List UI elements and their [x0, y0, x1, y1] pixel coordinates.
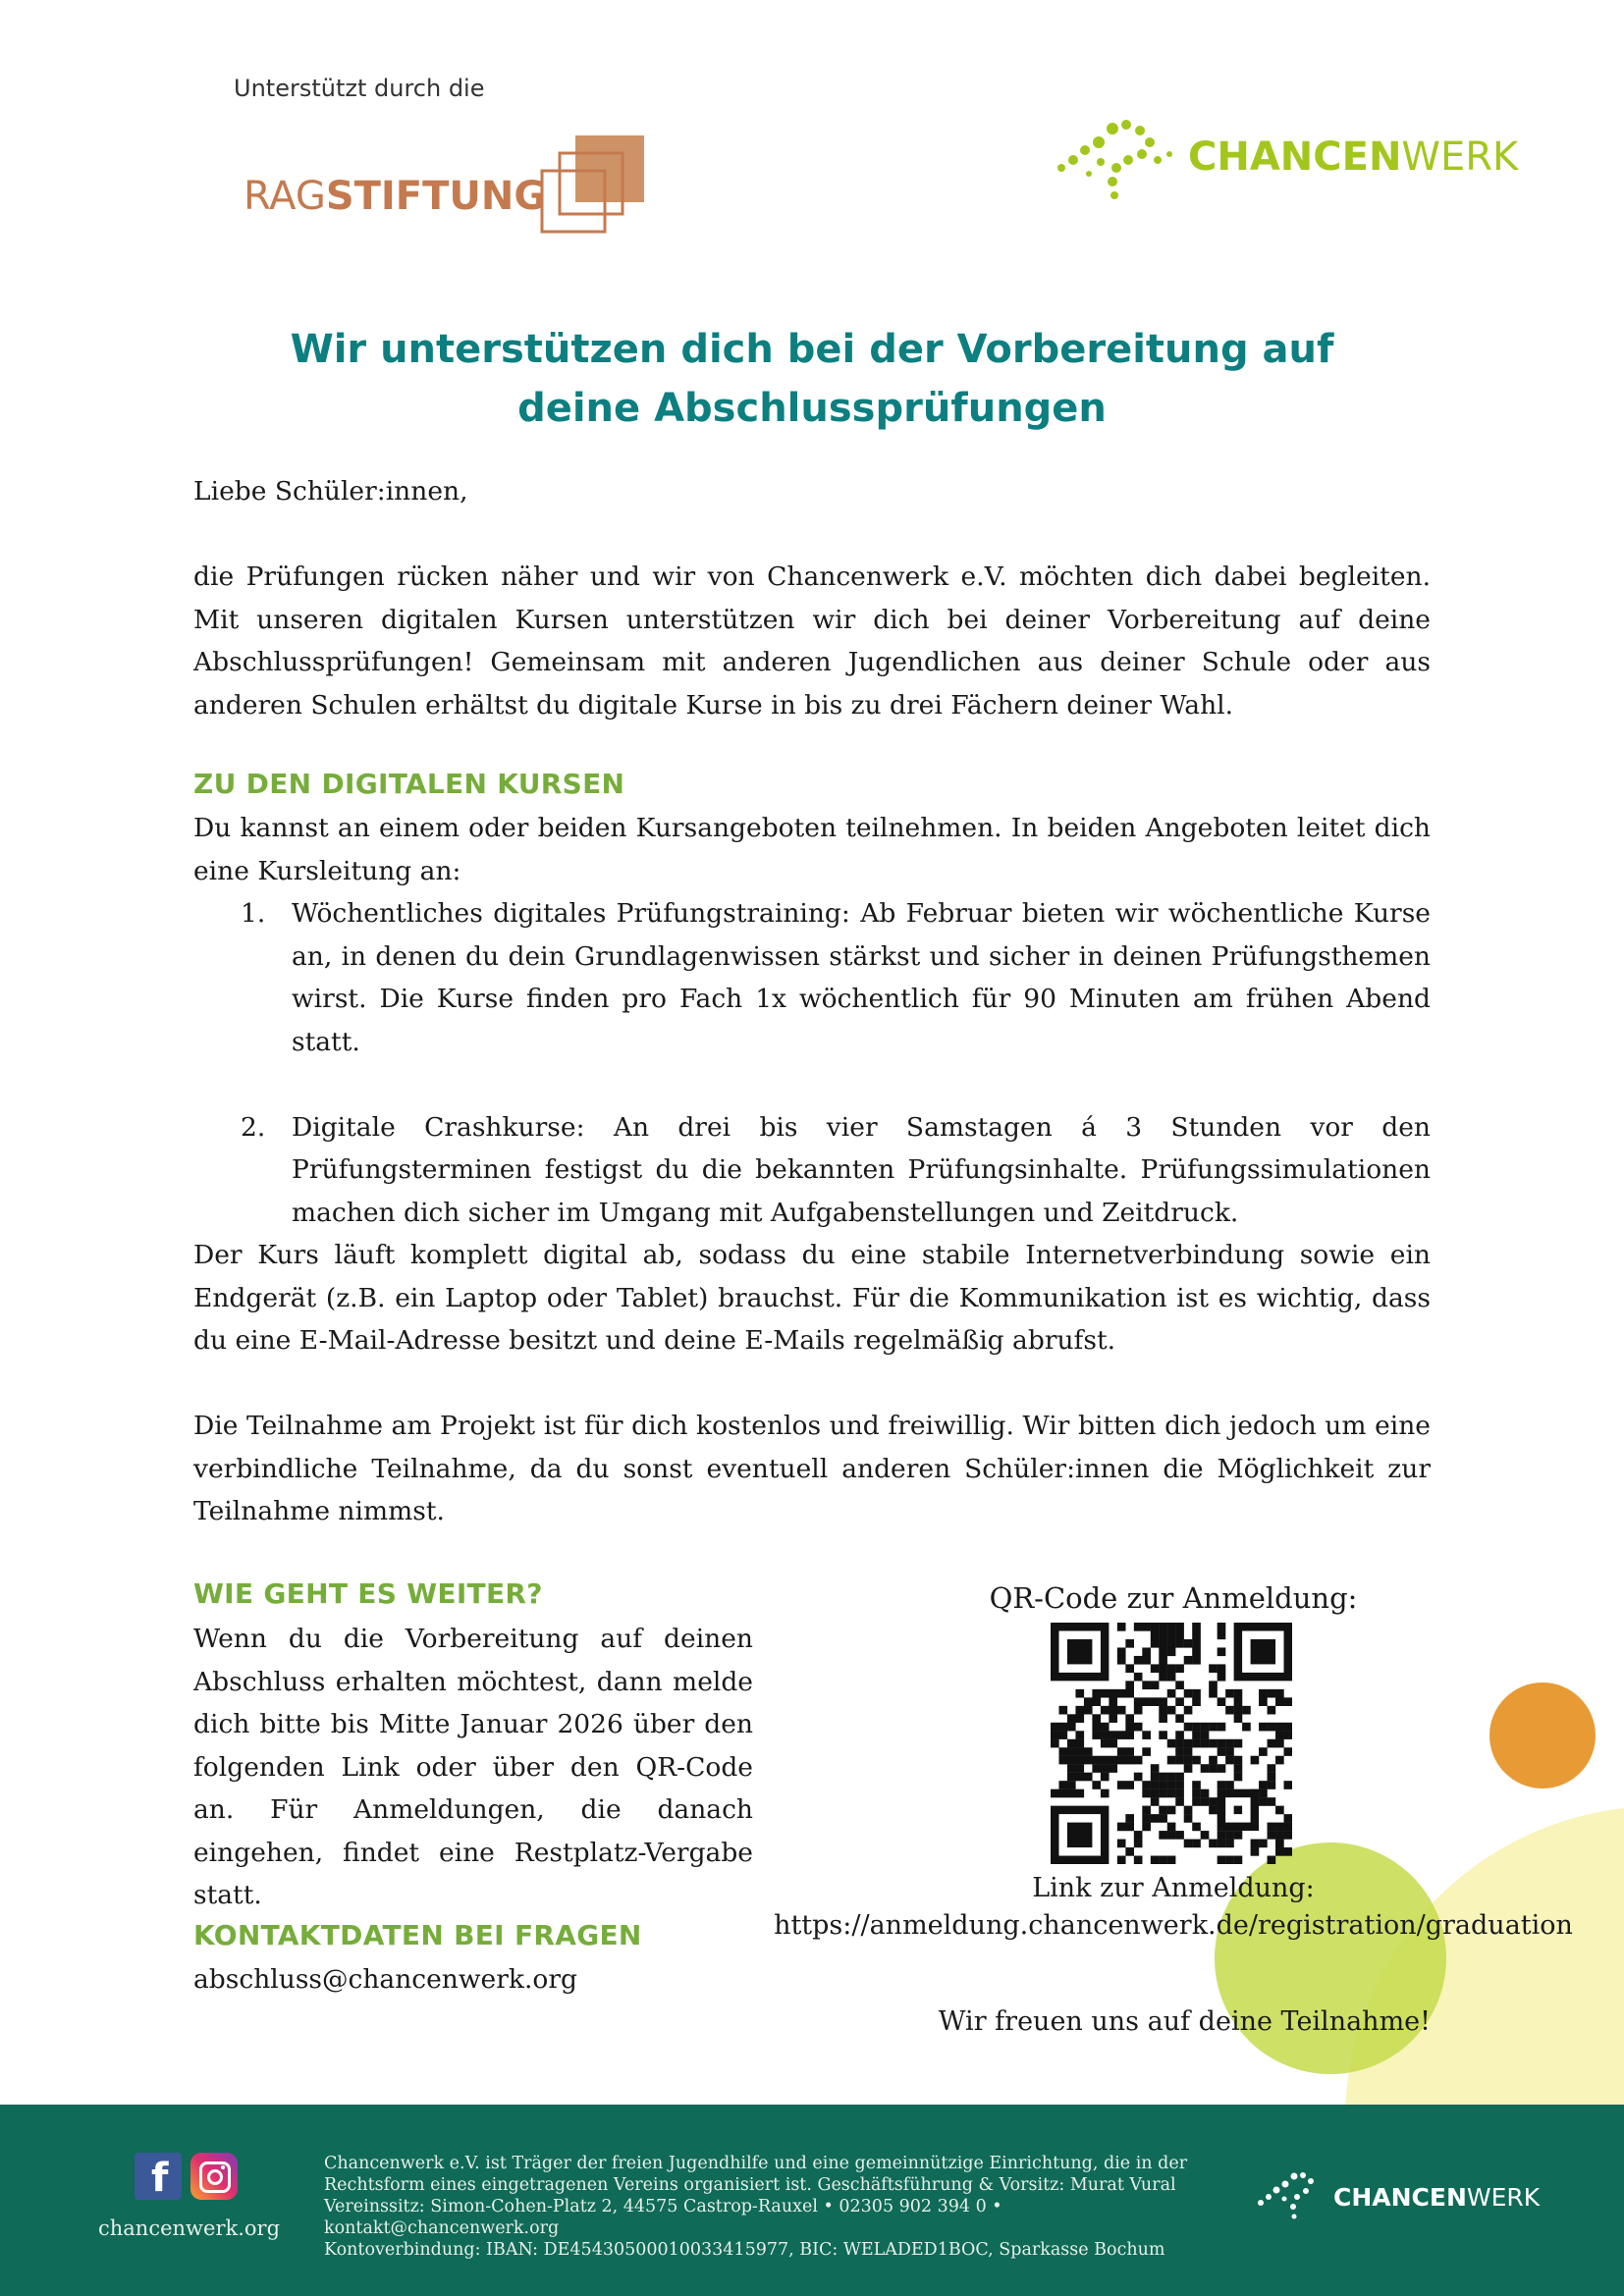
greeting: Liebe Schüler:innen,	[193, 476, 468, 507]
footer	[0, 2105, 1624, 2296]
closing-text: Wir freuen uns auf deine Teilnahme!	[938, 2006, 1431, 2037]
participation-paragraph: Die Teilnahme am Projekt ist für dich kostenlos und freiwillig. Wir bitten dich jedoch um eine verbindliche Teilnahme, da du sonst eventuell anderen Schüler:innen die Möglichkeit zur Teilnahme nimmst.	[193, 1411, 1431, 1526]
footer-wordmark-part2: WERK	[1466, 2183, 1541, 2212]
list-item	[193, 1106, 1431, 1235]
footer-line: Kontoverbindung: IBAN: DE45430500010033415977, BIC: WELADED1BOC, Sparkasse Bochum	[324, 2240, 1165, 2260]
footer-line: Chancenwerk e.V. ist Träger der freien Jugendhilfe und eine gemeinnützige Einrichtung, die in der	[324, 2154, 1188, 2173]
page-title-line1: Wir unterstützen dich bei der Vorbereitung auf	[290, 327, 1334, 372]
page-title	[177, 320, 1447, 438]
footer-wordmark	[1333, 2183, 1540, 2212]
chancenwerk-wordmark-part1: CHANCEN	[1188, 134, 1402, 180]
course-list	[193, 892, 1431, 1234]
requirements-paragraph: Der Kurs läuft komplett digital ab, sodass du eine stabile Internetverbindung sowie ein Endgerät (z.B. ein Laptop oder Tablet) brauchst. Für die Kommunikation ist es wichtig, dass du eine E-Mail-Adresse besitzt und deine E-Mails regelmäßig abrufst.	[193, 1240, 1431, 1356]
orange-circle	[1489, 1682, 1596, 1789]
next-steps-text: Wenn du die Vorbereitung auf deinen Abschluss erhalten möchtest, dann melde dich bitte bis Mitte Januar 2026 über den folgenden Link oder über den QR-Code an. Für Anmeldungen, die danach eingehen, findet eine Restplatz-Vergabe statt.	[193, 1624, 753, 1910]
chancenwerk-wordmark-part2: WERK	[1401, 134, 1519, 180]
next-steps-heading: WIE GEHT ES WEITER?	[193, 1577, 543, 1610]
footer-dots-icon	[1257, 2169, 1316, 2224]
contact-heading: KONTAKTDATEN BEI FRAGEN	[193, 1919, 642, 1951]
footer-legal-text	[324, 2153, 1208, 2261]
list-item-text: Digitale Crashkurse: An drei bis vier Samstagen á 3 Stunden vor den Prüfungsterminen festigst du die bekannten Prüfungsinhalte. Prüfungssimulationen machen dich sicher im Umgang mit Aufgabenstellungen und Zeitdruck.	[292, 1111, 1431, 1228]
intro-paragraph: die Prüfungen rücken näher und wir von Chancenwerk e.V. möchten dich dabei begleiten. Mit unseren digitalen Kursen unterstützen wir dich bei deiner Vorbereitung auf deine Abschlussprüfungen! Gemeinsam mit anderen Jugendlichen aus deiner Schule oder aus anderen Schulen erhältst du digitale Kurse in bis zu drei Fächern deiner Wahl.	[193, 561, 1431, 721]
rag-stiftung-logo	[196, 71, 687, 247]
chancenwerk-wordmark	[1188, 134, 1518, 180]
facebook-icon[interactable]: f	[135, 2153, 182, 2200]
rag-wordmark-part1: RAG	[244, 174, 326, 219]
footer-website-link[interactable]: chancenwerk.org	[98, 2216, 281, 2240]
contact-email-link[interactable]: abschluss@chancenwerk.org	[193, 1964, 577, 1995]
rag-wordmark-part2: STIFTUNG	[325, 174, 547, 219]
footer-wordmark-part1: CHANCEN	[1333, 2183, 1467, 2212]
qr-code[interactable]	[1051, 1623, 1292, 1864]
footer-line: Rechtsform eines eingetragenen Vereins organisiert ist. Geschäftsführung & Vorsitz: Murat Vural	[324, 2175, 1176, 2195]
chancenwerk-dots-icon	[1056, 117, 1173, 203]
rag-wordmark	[244, 174, 546, 219]
courses-lead: Du kannst an einem oder beiden Kursangeboten teilnehmen. In beiden Angeboten leitet dich eine Kursleitung an:	[193, 813, 1431, 886]
link-label: Link zur Anmeldung:	[1032, 1873, 1315, 1903]
social-icons	[135, 2153, 238, 2200]
rag-squares-icon	[540, 133, 648, 238]
instagram-icon[interactable]	[190, 2153, 238, 2200]
list-item	[193, 892, 1431, 1063]
list-item-number: 2.	[241, 1111, 266, 1143]
chancenwerk-logo	[1056, 113, 1527, 211]
list-item-text: Wöchentliches digitales Prüfungstraining: Ab Februar bieten wir wöchentliche Kurse an, in denen du dein Grundlagenwissen stärkst und sicher in deinen Prüfungsthemen wirst. Die Kurse finden pro Fach 1x wöchentlich für 90 Minuten am frühen Abend statt.	[292, 898, 1431, 1057]
footer-line: Vereinssitz: Simon-Cohen-Platz 2, 44575 Castrop-Rauxel • 02305 902 394 0 • kontakt@chancenwerk.org	[324, 2197, 1002, 2238]
page-title-line2: deine Abschlussprüfungen	[517, 386, 1107, 431]
list-item-number: 1.	[241, 898, 266, 929]
supported-by-label: Unterstützt durch die	[234, 75, 485, 102]
registration-link[interactable]: https://anmeldung.chancenwerk.de/registration/graduation	[774, 1910, 1573, 1941]
footer-chancenwerk-logo	[1257, 2169, 1571, 2228]
courses-heading: ZU DEN DIGITALEN KURSEN	[193, 768, 625, 800]
qr-code-label: QR-Code zur Anmeldung:	[989, 1581, 1358, 1615]
